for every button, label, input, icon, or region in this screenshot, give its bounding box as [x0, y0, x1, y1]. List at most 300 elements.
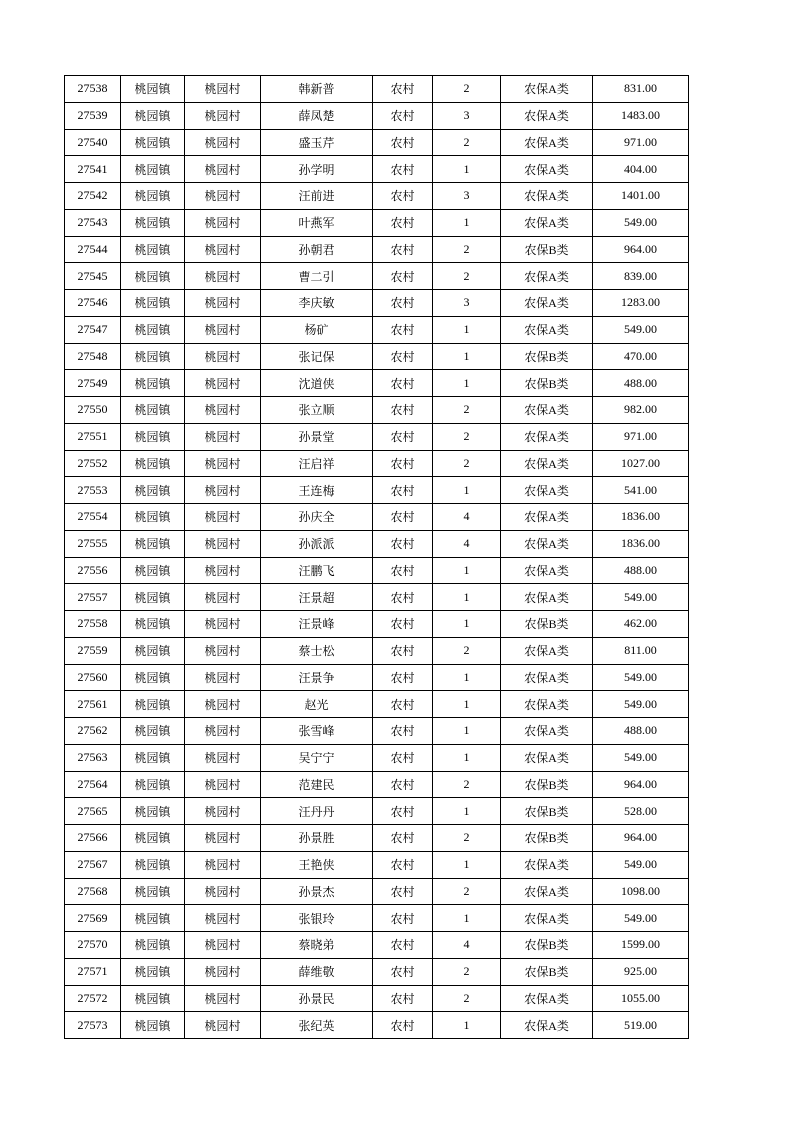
cell-name: 曹二引 [261, 263, 373, 290]
cell-count: 1 [433, 744, 501, 771]
cell-town: 桃园镇 [121, 76, 185, 103]
cell-name: 汪丹丹 [261, 798, 373, 825]
cell-name: 王连梅 [261, 477, 373, 504]
cell-town: 桃园镇 [121, 450, 185, 477]
cell-name: 孙朝君 [261, 236, 373, 263]
cell-town: 桃园镇 [121, 905, 185, 932]
cell-residence: 农村 [373, 477, 433, 504]
cell-town: 桃园镇 [121, 637, 185, 664]
cell-count: 1 [433, 1012, 501, 1039]
cell-residence: 农村 [373, 851, 433, 878]
cell-town: 桃园镇 [121, 825, 185, 852]
cell-category: 农保B类 [501, 611, 593, 638]
cell-category: 农保A类 [501, 423, 593, 450]
cell-residence: 农村 [373, 985, 433, 1012]
cell-id: 27542 [65, 183, 121, 210]
cell-village: 桃园村 [185, 905, 261, 932]
cell-residence: 农村 [373, 423, 433, 450]
table-row [65, 718, 689, 745]
cell-village: 桃园村 [185, 397, 261, 424]
cell-category: 农保A类 [501, 691, 593, 718]
cell-name: 蔡士松 [261, 637, 373, 664]
cell-id: 27573 [65, 1012, 121, 1039]
cell-amount: 971.00 [593, 129, 689, 156]
cell-village: 桃园村 [185, 343, 261, 370]
table-row [65, 932, 689, 959]
cell-id: 27565 [65, 798, 121, 825]
cell-category: 农保A类 [501, 557, 593, 584]
cell-residence: 农村 [373, 958, 433, 985]
cell-residence: 农村 [373, 1012, 433, 1039]
cell-residence: 农村 [373, 76, 433, 103]
table-row [65, 450, 689, 477]
cell-id: 27546 [65, 290, 121, 317]
cell-amount: 549.00 [593, 744, 689, 771]
cell-amount: 964.00 [593, 236, 689, 263]
cell-category: 农保A类 [501, 905, 593, 932]
cell-village: 桃园村 [185, 156, 261, 183]
cell-category: 农保A类 [501, 156, 593, 183]
cell-village: 桃园村 [185, 477, 261, 504]
table-row [65, 290, 689, 317]
cell-town: 桃园镇 [121, 584, 185, 611]
table-row [65, 825, 689, 852]
cell-village: 桃园村 [185, 1012, 261, 1039]
cell-town: 桃园镇 [121, 263, 185, 290]
table-row [65, 637, 689, 664]
cell-amount: 1836.00 [593, 530, 689, 557]
cell-category: 农保A类 [501, 316, 593, 343]
cell-count: 2 [433, 958, 501, 985]
cell-category: 农保A类 [501, 530, 593, 557]
cell-count: 1 [433, 477, 501, 504]
table-row [65, 851, 689, 878]
cell-count: 2 [433, 637, 501, 664]
cell-count: 1 [433, 798, 501, 825]
table-row [65, 744, 689, 771]
cell-name: 吴宁宁 [261, 744, 373, 771]
cell-amount: 549.00 [593, 209, 689, 236]
table-row [65, 958, 689, 985]
cell-village: 桃园村 [185, 450, 261, 477]
cell-name: 叶燕军 [261, 209, 373, 236]
cell-id: 27554 [65, 504, 121, 531]
cell-village: 桃园村 [185, 691, 261, 718]
cell-amount: 831.00 [593, 76, 689, 103]
cell-residence: 农村 [373, 504, 433, 531]
cell-category: 农保B类 [501, 771, 593, 798]
cell-name: 蔡晓弟 [261, 932, 373, 959]
table-row [65, 985, 689, 1012]
cell-village: 桃园村 [185, 263, 261, 290]
cell-amount: 1098.00 [593, 878, 689, 905]
table-row [65, 504, 689, 531]
cell-village: 桃园村 [185, 825, 261, 852]
cell-village: 桃园村 [185, 851, 261, 878]
table-row [65, 397, 689, 424]
cell-residence: 农村 [373, 664, 433, 691]
cell-town: 桃园镇 [121, 236, 185, 263]
cell-town: 桃园镇 [121, 744, 185, 771]
table-row [65, 156, 689, 183]
cell-amount: 1599.00 [593, 932, 689, 959]
cell-residence: 农村 [373, 718, 433, 745]
cell-id: 27559 [65, 637, 121, 664]
cell-name: 王艳侠 [261, 851, 373, 878]
cell-amount: 462.00 [593, 611, 689, 638]
cell-name: 赵光 [261, 691, 373, 718]
cell-residence: 农村 [373, 450, 433, 477]
cell-count: 3 [433, 102, 501, 129]
cell-name: 汪前进 [261, 183, 373, 210]
cell-category: 农保A类 [501, 878, 593, 905]
cell-residence: 农村 [373, 771, 433, 798]
table-row [65, 691, 689, 718]
cell-village: 桃园村 [185, 76, 261, 103]
cell-village: 桃园村 [185, 290, 261, 317]
cell-town: 桃园镇 [121, 718, 185, 745]
cell-count: 1 [433, 905, 501, 932]
cell-name: 沈道侠 [261, 370, 373, 397]
cell-category: 农保A类 [501, 744, 593, 771]
cell-id: 27571 [65, 958, 121, 985]
cell-name: 范建民 [261, 771, 373, 798]
cell-id: 27568 [65, 878, 121, 905]
cell-count: 1 [433, 584, 501, 611]
cell-amount: 549.00 [593, 316, 689, 343]
cell-amount: 1483.00 [593, 102, 689, 129]
cell-name: 张纪英 [261, 1012, 373, 1039]
cell-village: 桃园村 [185, 718, 261, 745]
table-row [65, 343, 689, 370]
table-row [65, 1012, 689, 1039]
cell-amount: 982.00 [593, 397, 689, 424]
cell-count: 2 [433, 450, 501, 477]
cell-village: 桃园村 [185, 611, 261, 638]
cell-name: 汪启祥 [261, 450, 373, 477]
cell-category: 农保A类 [501, 290, 593, 317]
cell-id: 27539 [65, 102, 121, 129]
cell-residence: 农村 [373, 905, 433, 932]
cell-amount: 1283.00 [593, 290, 689, 317]
cell-category: 农保A类 [501, 985, 593, 1012]
cell-count: 1 [433, 557, 501, 584]
cell-count: 1 [433, 691, 501, 718]
cell-amount: 488.00 [593, 718, 689, 745]
cell-village: 桃园村 [185, 183, 261, 210]
cell-id: 27551 [65, 423, 121, 450]
cell-village: 桃园村 [185, 129, 261, 156]
cell-count: 2 [433, 236, 501, 263]
cell-category: 农保A类 [501, 450, 593, 477]
cell-category: 农保B类 [501, 370, 593, 397]
cell-category: 农保A类 [501, 263, 593, 290]
cell-count: 3 [433, 290, 501, 317]
cell-village: 桃园村 [185, 932, 261, 959]
cell-id: 27555 [65, 530, 121, 557]
cell-village: 桃园村 [185, 236, 261, 263]
cell-town: 桃园镇 [121, 316, 185, 343]
cell-village: 桃园村 [185, 985, 261, 1012]
cell-count: 1 [433, 370, 501, 397]
cell-town: 桃园镇 [121, 397, 185, 424]
cell-id: 27569 [65, 905, 121, 932]
cell-town: 桃园镇 [121, 183, 185, 210]
cell-amount: 549.00 [593, 664, 689, 691]
cell-id: 27538 [65, 76, 121, 103]
cell-residence: 农村 [373, 316, 433, 343]
cell-amount: 488.00 [593, 557, 689, 584]
cell-id: 27572 [65, 985, 121, 1012]
cell-amount: 925.00 [593, 958, 689, 985]
cell-name: 盛玉芹 [261, 129, 373, 156]
table-row [65, 557, 689, 584]
cell-town: 桃园镇 [121, 557, 185, 584]
cell-residence: 农村 [373, 637, 433, 664]
cell-town: 桃园镇 [121, 611, 185, 638]
cell-village: 桃园村 [185, 557, 261, 584]
cell-id: 27566 [65, 825, 121, 852]
cell-id: 27543 [65, 209, 121, 236]
cell-village: 桃园村 [185, 664, 261, 691]
cell-amount: 470.00 [593, 343, 689, 370]
cell-residence: 农村 [373, 584, 433, 611]
cell-residence: 农村 [373, 611, 433, 638]
cell-id: 27561 [65, 691, 121, 718]
cell-town: 桃园镇 [121, 771, 185, 798]
cell-category: 农保A类 [501, 664, 593, 691]
cell-town: 桃园镇 [121, 932, 185, 959]
cell-category: 农保A类 [501, 584, 593, 611]
cell-town: 桃园镇 [121, 798, 185, 825]
cell-residence: 农村 [373, 744, 433, 771]
table-row [65, 209, 689, 236]
cell-count: 2 [433, 129, 501, 156]
cell-name: 孙景民 [261, 985, 373, 1012]
cell-residence: 农村 [373, 156, 433, 183]
cell-name: 张银玲 [261, 905, 373, 932]
cell-town: 桃园镇 [121, 156, 185, 183]
cell-count: 2 [433, 423, 501, 450]
cell-village: 桃园村 [185, 958, 261, 985]
table-row [65, 611, 689, 638]
table-row [65, 76, 689, 103]
cell-amount: 1836.00 [593, 504, 689, 531]
cell-id: 27544 [65, 236, 121, 263]
cell-residence: 农村 [373, 691, 433, 718]
table-row [65, 530, 689, 557]
cell-town: 桃园镇 [121, 370, 185, 397]
table-row [65, 798, 689, 825]
cell-category: 农保A类 [501, 76, 593, 103]
cell-name: 薛凤楚 [261, 102, 373, 129]
table-row [65, 477, 689, 504]
cell-amount: 488.00 [593, 370, 689, 397]
cell-town: 桃园镇 [121, 958, 185, 985]
cell-town: 桃园镇 [121, 129, 185, 156]
cell-village: 桃园村 [185, 370, 261, 397]
cell-amount: 1401.00 [593, 183, 689, 210]
cell-town: 桃园镇 [121, 102, 185, 129]
cell-residence: 农村 [373, 878, 433, 905]
cell-town: 桃园镇 [121, 504, 185, 531]
cell-name: 孙景杰 [261, 878, 373, 905]
cell-id: 27549 [65, 370, 121, 397]
cell-count: 1 [433, 611, 501, 638]
cell-count: 4 [433, 932, 501, 959]
table-row [65, 905, 689, 932]
cell-amount: 404.00 [593, 156, 689, 183]
cell-village: 桃园村 [185, 744, 261, 771]
cell-amount: 549.00 [593, 905, 689, 932]
cell-count: 2 [433, 397, 501, 424]
cell-count: 1 [433, 209, 501, 236]
table-row [65, 771, 689, 798]
cell-count: 1 [433, 851, 501, 878]
cell-count: 4 [433, 504, 501, 531]
cell-residence: 农村 [373, 370, 433, 397]
cell-count: 2 [433, 878, 501, 905]
cell-id: 27553 [65, 477, 121, 504]
cell-id: 27560 [65, 664, 121, 691]
cell-amount: 549.00 [593, 691, 689, 718]
cell-count: 1 [433, 343, 501, 370]
cell-count: 4 [433, 530, 501, 557]
cell-town: 桃园镇 [121, 290, 185, 317]
cell-amount: 541.00 [593, 477, 689, 504]
cell-residence: 农村 [373, 290, 433, 317]
cell-town: 桃园镇 [121, 1012, 185, 1039]
cell-category: 农保B类 [501, 958, 593, 985]
cell-name: 汪鹏飞 [261, 557, 373, 584]
table-row [65, 263, 689, 290]
cell-name: 张雪峰 [261, 718, 373, 745]
cell-village: 桃园村 [185, 878, 261, 905]
cell-name: 孙庆全 [261, 504, 373, 531]
cell-town: 桃园镇 [121, 530, 185, 557]
table-row [65, 370, 689, 397]
cell-category: 农保A类 [501, 637, 593, 664]
cell-id: 27567 [65, 851, 121, 878]
cell-id: 27562 [65, 718, 121, 745]
cell-name: 孙学明 [261, 156, 373, 183]
cell-residence: 农村 [373, 209, 433, 236]
cell-category: 农保A类 [501, 397, 593, 424]
cell-id: 27545 [65, 263, 121, 290]
cell-count: 1 [433, 718, 501, 745]
table-row [65, 878, 689, 905]
cell-amount: 549.00 [593, 851, 689, 878]
cell-town: 桃园镇 [121, 985, 185, 1012]
cell-category: 农保A类 [501, 718, 593, 745]
cell-residence: 农村 [373, 932, 433, 959]
cell-village: 桃园村 [185, 316, 261, 343]
cell-count: 2 [433, 825, 501, 852]
cell-count: 2 [433, 76, 501, 103]
cell-name: 孙景堂 [261, 423, 373, 450]
cell-category: 农保B类 [501, 798, 593, 825]
cell-id: 27552 [65, 450, 121, 477]
cell-category: 农保A类 [501, 129, 593, 156]
cell-residence: 农村 [373, 263, 433, 290]
cell-residence: 农村 [373, 397, 433, 424]
cell-id: 27547 [65, 316, 121, 343]
cell-name: 张立顺 [261, 397, 373, 424]
cell-residence: 农村 [373, 557, 433, 584]
cell-amount: 839.00 [593, 263, 689, 290]
cell-id: 27558 [65, 611, 121, 638]
cell-village: 桃园村 [185, 771, 261, 798]
table-row [65, 102, 689, 129]
cell-amount: 1027.00 [593, 450, 689, 477]
cell-town: 桃园镇 [121, 691, 185, 718]
cell-name: 李庆敏 [261, 290, 373, 317]
cell-residence: 农村 [373, 183, 433, 210]
cell-amount: 971.00 [593, 423, 689, 450]
cell-residence: 农村 [373, 102, 433, 129]
cell-count: 1 [433, 664, 501, 691]
cell-town: 桃园镇 [121, 477, 185, 504]
cell-town: 桃园镇 [121, 851, 185, 878]
cell-name: 孙景胜 [261, 825, 373, 852]
cell-residence: 农村 [373, 129, 433, 156]
cell-category: 农保A类 [501, 183, 593, 210]
cell-count: 3 [433, 183, 501, 210]
cell-town: 桃园镇 [121, 343, 185, 370]
cell-name: 汪景超 [261, 584, 373, 611]
cell-village: 桃园村 [185, 530, 261, 557]
table-row [65, 664, 689, 691]
cell-id: 27557 [65, 584, 121, 611]
cell-town: 桃园镇 [121, 209, 185, 236]
cell-category: 农保A类 [501, 102, 593, 129]
cell-count: 2 [433, 771, 501, 798]
cell-amount: 964.00 [593, 825, 689, 852]
cell-id: 27541 [65, 156, 121, 183]
cell-village: 桃园村 [185, 637, 261, 664]
cell-town: 桃园镇 [121, 423, 185, 450]
cell-residence: 农村 [373, 343, 433, 370]
cell-village: 桃园村 [185, 584, 261, 611]
cell-id: 27564 [65, 771, 121, 798]
cell-id: 27550 [65, 397, 121, 424]
cell-id: 27563 [65, 744, 121, 771]
cell-name: 薛维敬 [261, 958, 373, 985]
cell-category: 农保A类 [501, 851, 593, 878]
cell-residence: 农村 [373, 530, 433, 557]
cell-name: 韩新普 [261, 76, 373, 103]
cell-residence: 农村 [373, 798, 433, 825]
cell-category: 农保B类 [501, 932, 593, 959]
cell-village: 桃园村 [185, 504, 261, 531]
cell-name: 张记保 [261, 343, 373, 370]
cell-amount: 519.00 [593, 1012, 689, 1039]
cell-name: 汪景争 [261, 664, 373, 691]
cell-category: 农保A类 [501, 504, 593, 531]
cell-category: 农保B类 [501, 236, 593, 263]
cell-category: 农保B类 [501, 343, 593, 370]
table-row [65, 129, 689, 156]
cell-name: 汪景峰 [261, 611, 373, 638]
cell-count: 2 [433, 985, 501, 1012]
cell-amount: 811.00 [593, 637, 689, 664]
cell-town: 桃园镇 [121, 664, 185, 691]
cell-village: 桃园村 [185, 423, 261, 450]
cell-name: 杨矿 [261, 316, 373, 343]
cell-town: 桃园镇 [121, 878, 185, 905]
cell-id: 27556 [65, 557, 121, 584]
table-row [65, 584, 689, 611]
